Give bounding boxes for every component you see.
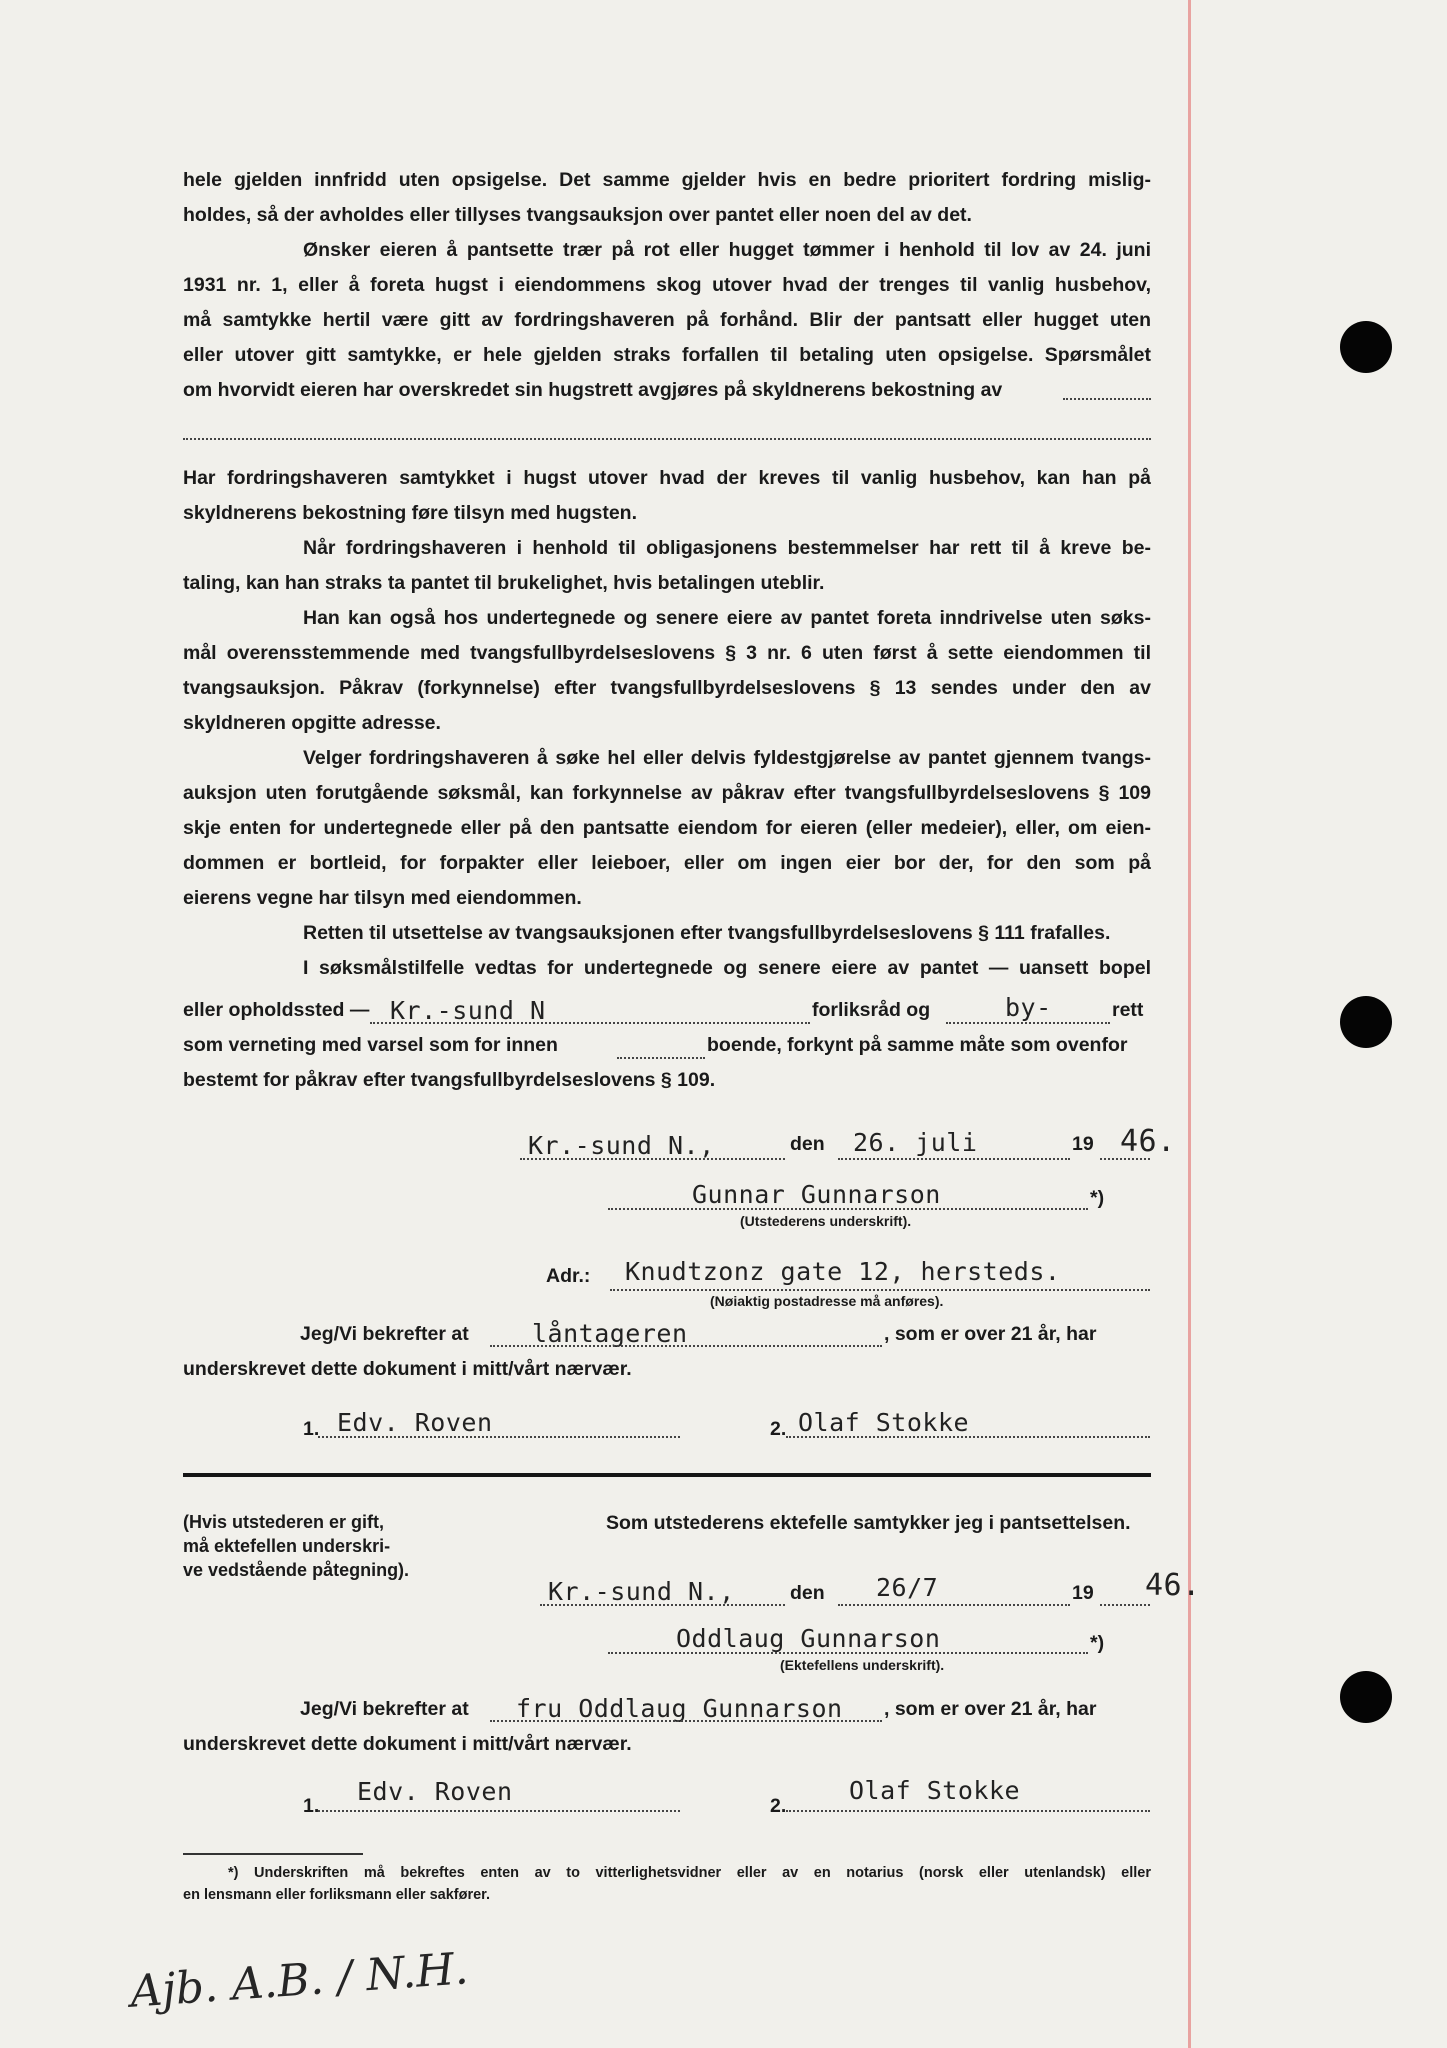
paragraph-venue bbox=[183, 951, 1151, 986]
paragraph-timber bbox=[183, 233, 1151, 408]
blank-line bbox=[370, 1022, 810, 1024]
spouse-witness2: Olaf Stokke bbox=[849, 1776, 1021, 1805]
sig1-marker: *) bbox=[1090, 1187, 1105, 1209]
venue-court: by- bbox=[1005, 993, 1052, 1022]
text-line: holdes, så der avholdes eller tillyses tvangsauksjon over pantet eller noen del av det. bbox=[183, 204, 972, 226]
text-line: eierens vegne har tilsyn med eiendommen. bbox=[183, 887, 582, 909]
text-line: må samtykke hertil være gitt av fordringshaveren på forhånd. Blir der pantsatt eller hugget uten bbox=[183, 309, 1151, 331]
text-line: skyldnerens bekostning føre tilsyn med hugsten. bbox=[183, 502, 638, 524]
blank-line bbox=[946, 1022, 1110, 1024]
venue-line4: bestemt for påkrav efter tvangsfullbyrdelseslovens § 109. bbox=[183, 1069, 716, 1091]
witness-line bbox=[318, 1436, 680, 1438]
spouse-confirm-line2: underskrevet dette dokument i mitt/vårt nærvær. bbox=[183, 1733, 632, 1755]
sig1-signer-caption: (Utstederens underskrift). bbox=[740, 1213, 912, 1229]
spouse-note-line: ve vedstående påtegning). bbox=[183, 1560, 410, 1580]
sig1-signer: Gunnar Gunnarson bbox=[692, 1180, 941, 1209]
blank-line bbox=[540, 1604, 785, 1606]
section-divider bbox=[183, 1473, 1151, 1477]
spouse-den: den bbox=[790, 1582, 825, 1604]
text-line: tvangsauksjon. Påkrav (forkynnelse) efter tvangsfullbyrdelseslovens § 13 sendes under den av bbox=[183, 677, 1151, 699]
spouse-signer-caption: (Ektefellens underskrift). bbox=[780, 1657, 945, 1673]
witness-line bbox=[786, 1810, 1150, 1812]
sig1-witness1-num: 1. bbox=[303, 1418, 320, 1440]
spouse-note-line: (Hvis utstederen er gift, bbox=[183, 1512, 385, 1532]
sig1-date: 26. juli bbox=[853, 1128, 978, 1157]
spouse-year-suffix: 46. bbox=[1145, 1568, 1201, 1603]
signature-line bbox=[608, 1208, 1088, 1210]
blank-line bbox=[1100, 1604, 1150, 1606]
sig1-confirm-post: , som er over 21 år, har bbox=[884, 1323, 1097, 1345]
sig1-confirm-line2: underskrevet dette dokument i mitt/vårt nærvær. bbox=[183, 1358, 632, 1380]
signature-line bbox=[608, 1652, 1088, 1654]
blank-line bbox=[1100, 1158, 1150, 1160]
text-line: dommen er bortleid, for forpakter eller leieboer, eller om ingen eier bor der, for den som på bbox=[183, 852, 1151, 874]
sig1-place: Kr.-sund N., bbox=[528, 1131, 715, 1160]
sig1-witness1: Edv. Roven bbox=[337, 1408, 493, 1437]
text-line: Når fordringshaveren i henhold til obligasjonens bestemmelser har rett til å kreve be- bbox=[303, 537, 1151, 559]
text-line: eller utover gitt samtykke, er hele gjelden straks forfallen til betaling uten opsigelse. Spørsmålet bbox=[183, 344, 1151, 366]
punch-hole-top bbox=[1340, 321, 1392, 373]
clerk-initials: Ajb. A.B. / N.H. bbox=[128, 1943, 470, 2018]
paragraph-supervision bbox=[183, 461, 1151, 531]
blank-line bbox=[1063, 398, 1151, 400]
paragraph-auction bbox=[183, 741, 1151, 916]
footnote bbox=[183, 1862, 1151, 1906]
venue-prefix: eller opholdssted — bbox=[183, 999, 370, 1021]
venue-middle: forliksråd og bbox=[812, 999, 931, 1021]
sig1-den: den bbox=[790, 1133, 825, 1155]
text-line: Har fordringshaveren samtykket i hugst utover hvad der kreves til vanlig husbehov, kan han på bbox=[183, 467, 1151, 489]
spouse-witness2-num: 2. bbox=[770, 1795, 787, 1817]
sig1-year-prefix: 19 bbox=[1072, 1133, 1094, 1155]
paragraph-collection bbox=[183, 601, 1151, 741]
blank-line bbox=[490, 1345, 882, 1347]
spouse-confirm-pre: Jeg/Vi bekrefter at bbox=[300, 1698, 469, 1720]
sig1-witness2: Olaf Stokke bbox=[798, 1408, 970, 1437]
margin-line bbox=[1188, 0, 1191, 2048]
spouse-date: 26/7 bbox=[876, 1573, 939, 1602]
blank-line bbox=[183, 438, 1151, 440]
spouse-confirm-post: , som er over 21 år, har bbox=[884, 1698, 1097, 1720]
spouse-note bbox=[183, 1510, 409, 1582]
text-line: taling, kan han straks ta pantet til brukelighet, hvis betalingen uteblir. bbox=[183, 572, 825, 594]
sig1-confirm-pre: Jeg/Vi bekrefter at bbox=[300, 1323, 469, 1345]
text-line: Han kan også hos undertegnede og senere eiere av pantet foreta inndrivelse uten søks- bbox=[303, 607, 1151, 629]
sig1-adr-label: Adr.: bbox=[546, 1265, 591, 1287]
text-line: Ønsker eieren å pantsette trær på rot eller hugget tømmer i henhold til lov av 24. juni bbox=[303, 239, 1151, 261]
spouse-witness1-num: 1. bbox=[303, 1795, 320, 1817]
text-line: 1931 nr. 1, eller å foreta hugst i eiendommens skog utover hvad der trenges til vanlig husbehov, bbox=[183, 274, 1151, 296]
text-line: I søksmålstilfelle vedtas for undertegnede og senere eiere av pantet — uansett bopel bbox=[303, 957, 1151, 979]
spouse-witness1: Edv. Roven bbox=[357, 1777, 513, 1806]
text-line: Retten til utsettelse av tvangsauksjonen efter tvangsfullbyrdelseslovens § 111 frafalles. bbox=[303, 922, 1111, 944]
text-line: skje enten for undertegnede eller på den pantsatte eiendom for eieren (eller medeier), eller, om eien- bbox=[183, 817, 1151, 839]
paragraph-postponement bbox=[183, 916, 1151, 951]
paragraph-payment bbox=[183, 531, 1151, 601]
sig1-address-caption: (Nøiaktig postadresse må anføres). bbox=[710, 1293, 944, 1309]
venue-line3-b: boende, forkynt på samme måte som ovenfor bbox=[707, 1034, 1128, 1056]
sig1-witness2-num: 2. bbox=[770, 1418, 787, 1440]
witness-line bbox=[318, 1810, 680, 1812]
paragraph-default bbox=[183, 163, 1151, 233]
witness-line bbox=[786, 1436, 1150, 1438]
text-line: om hvorvidt eieren har overskredet sin hugstrett avgjøres på skyldnerens bekostning av bbox=[183, 379, 1003, 401]
venue-end: rett bbox=[1112, 999, 1144, 1021]
punch-hole-middle bbox=[1340, 996, 1392, 1048]
spouse-signer: Oddlaug Gunnarson bbox=[676, 1624, 941, 1653]
blank-line bbox=[490, 1720, 882, 1722]
text-line: skyldneren opgitte adresse. bbox=[183, 712, 441, 734]
text-line: hele gjelden innfridd uten opsigelse. Det samme gjelder hvis en bedre prioritert fordring mislig- bbox=[183, 169, 1151, 191]
spouse-place: Kr.-sund N., bbox=[548, 1577, 735, 1606]
blank-line bbox=[838, 1158, 1070, 1160]
spouse-confirm-name: fru Oddlaug Gunnarson bbox=[516, 1694, 843, 1723]
blank-line bbox=[617, 1057, 705, 1059]
blank-line bbox=[610, 1289, 1150, 1291]
venue-place: Kr.-sund N bbox=[390, 996, 546, 1025]
venue-line3-a: som verneting med varsel som for innen bbox=[183, 1034, 558, 1056]
spouse-consent: Som utstederens ektefelle samtykker jeg i pantsettelsen. bbox=[606, 1512, 1131, 1534]
sig1-year-suffix: 46. bbox=[1120, 1124, 1176, 1159]
footnote-line: en lensmann eller forliksmann eller sakfører. bbox=[183, 1887, 491, 1903]
sig1-address: Knudtzonz gate 12, hersteds. bbox=[625, 1257, 1061, 1286]
sig1-confirm-name: låntageren bbox=[532, 1319, 688, 1348]
spouse-marker: *) bbox=[1090, 1632, 1105, 1654]
blank-line bbox=[520, 1158, 785, 1160]
spouse-year-prefix: 19 bbox=[1072, 1582, 1094, 1604]
punch-hole-bottom bbox=[1340, 1671, 1392, 1723]
spouse-note-line: må ektefellen underskri- bbox=[183, 1536, 391, 1556]
footnote-rule bbox=[183, 1853, 363, 1855]
text-line: auksjon uten forutgående søksmål, kan forkynnelse av påkrav efter tvangsfullbyrdelseslovens § 109 bbox=[183, 782, 1151, 804]
text-line: Velger fordringshaveren å søke hel eller delvis fyldestgjørelse av pantet gjennem tvangs- bbox=[303, 747, 1151, 769]
text-line: mål overensstemmende med tvangsfullbyrdelseslovens § 3 nr. 6 uten først å sette eiendommen til bbox=[183, 642, 1151, 664]
footnote-line: *) Underskriften må bekreftes enten av to vitterlighetsvidner eller av en notarius (norsk eller utenlandsk) eller bbox=[228, 1865, 1151, 1881]
blank-line bbox=[838, 1604, 1070, 1606]
